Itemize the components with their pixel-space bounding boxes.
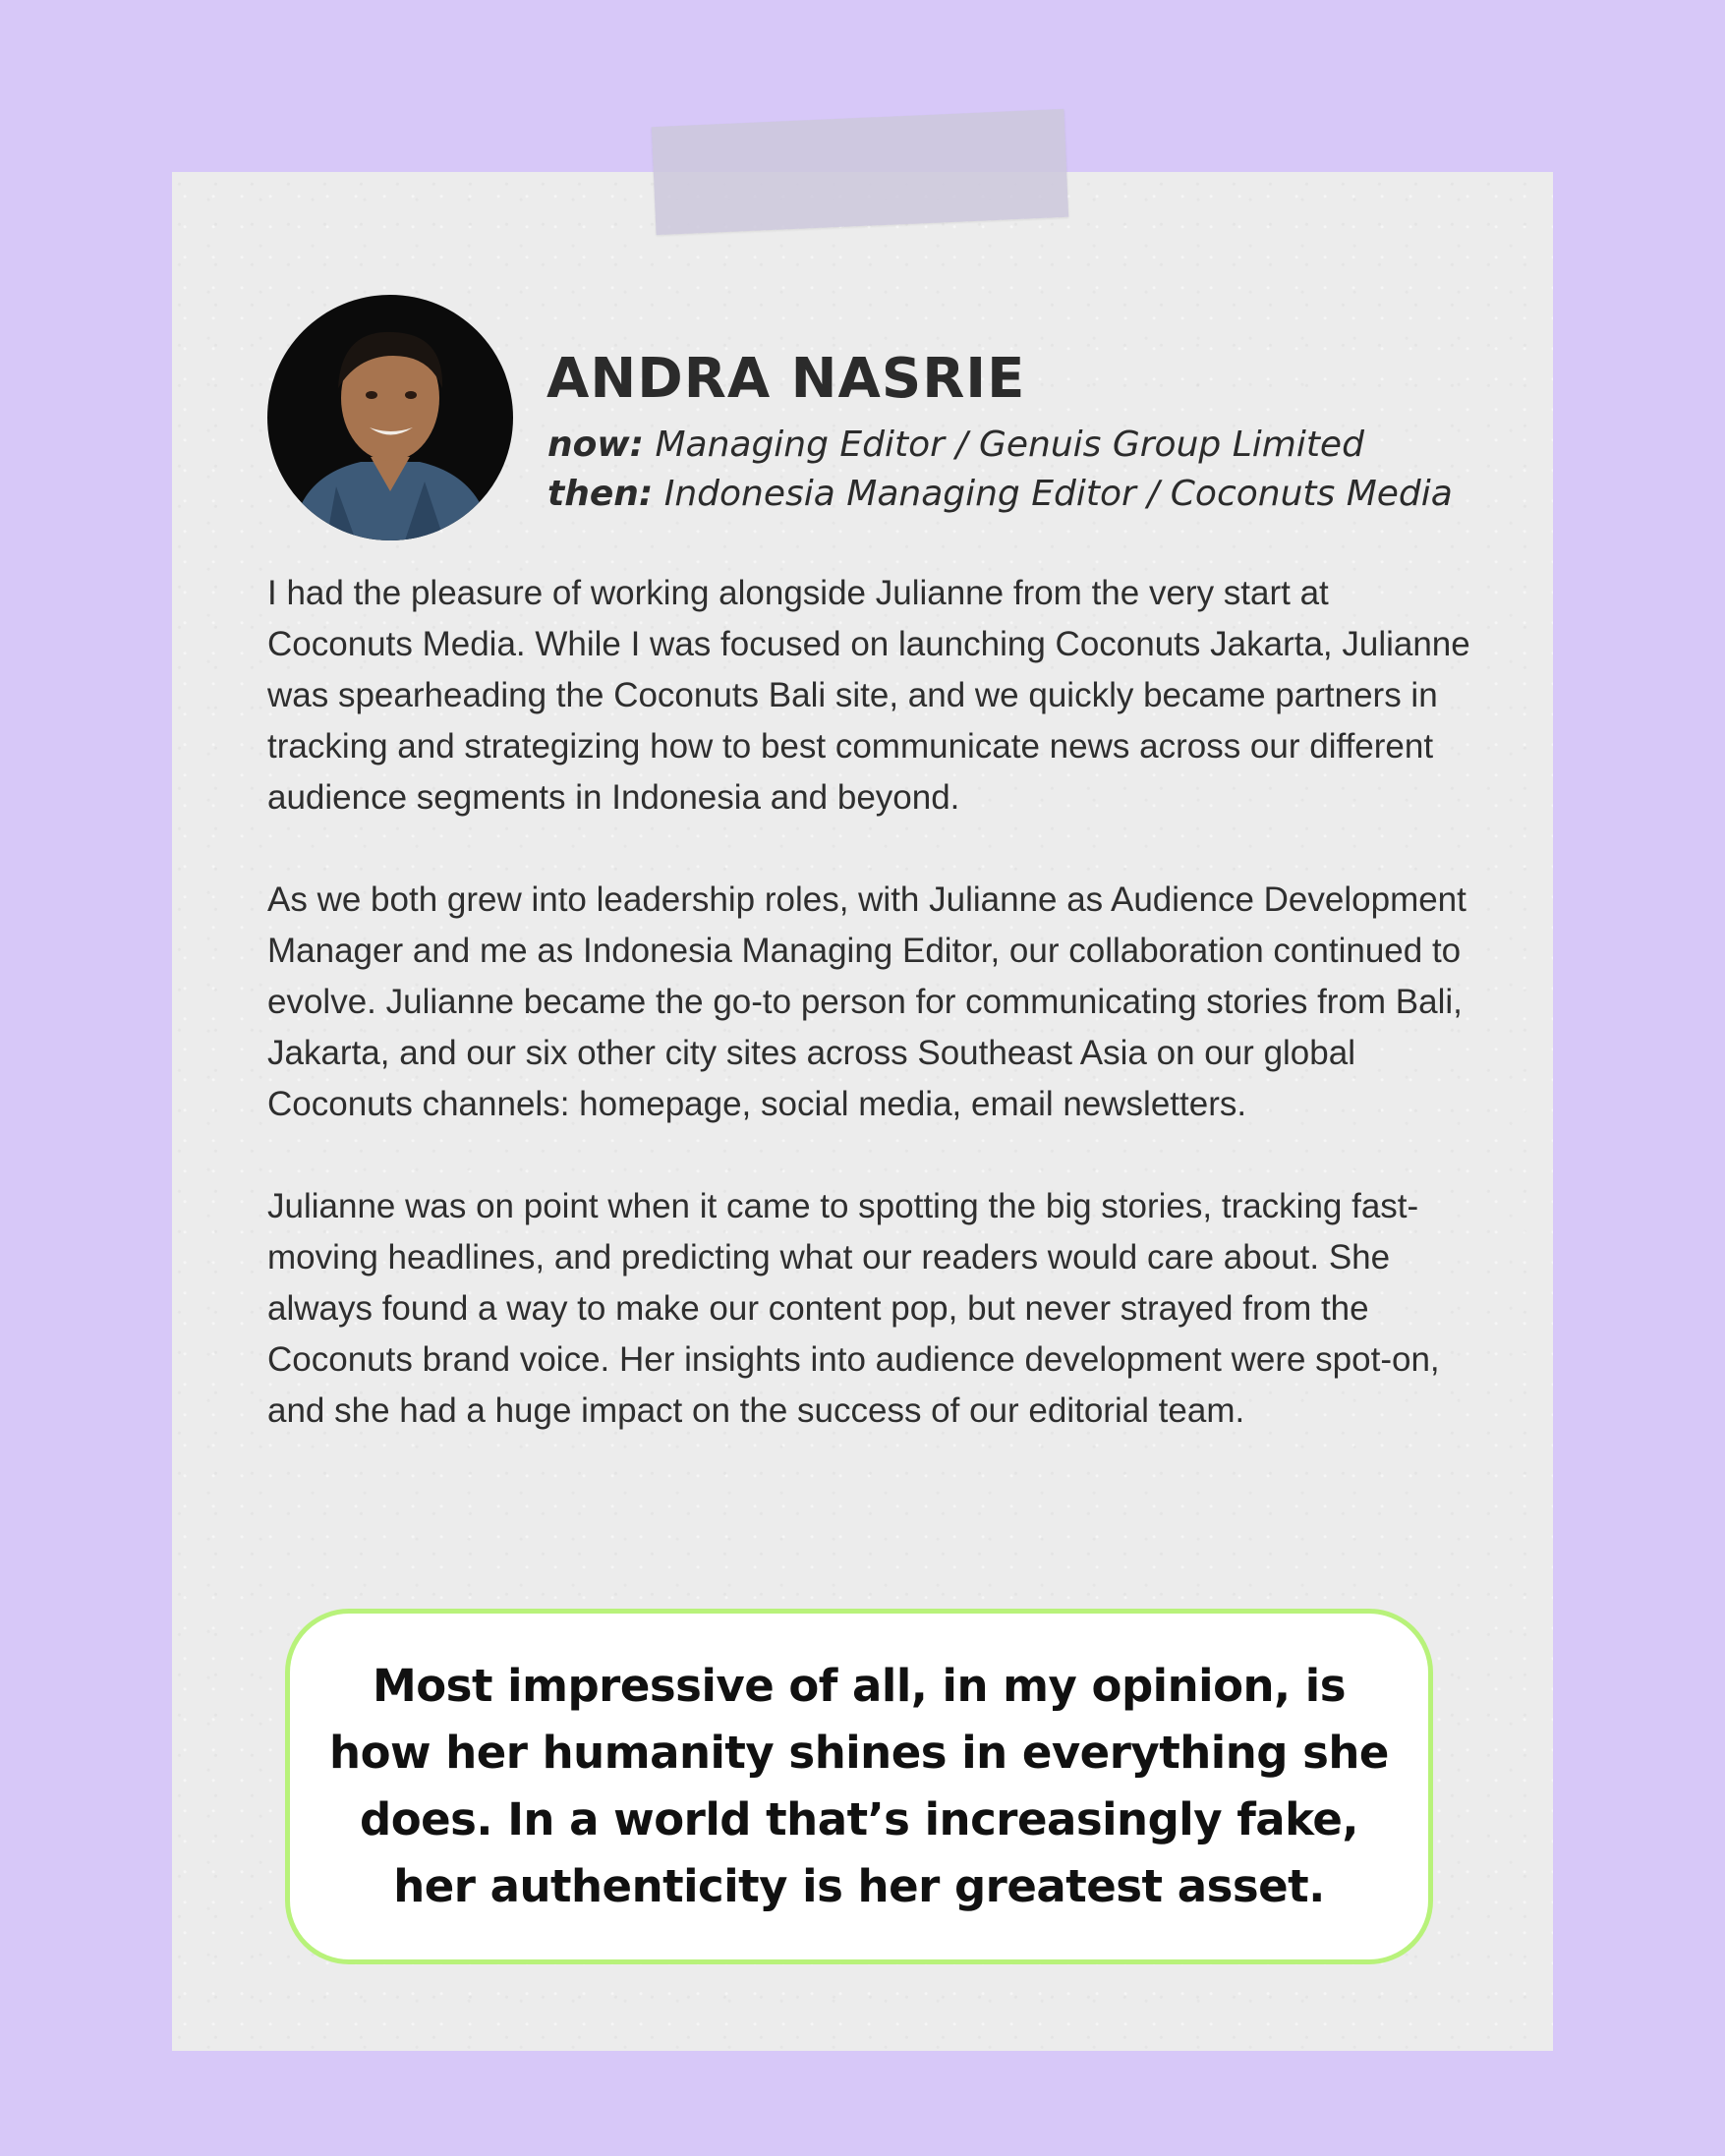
- pull-quote: Most impressive of all, in my opinion, is how her humanity shines in everything she does. In a world that’s increasingly fake, her authenticity is her greatest asset.: [329, 1660, 1389, 1912]
- current-role: [547, 421, 1364, 470]
- now-label: now:: [547, 425, 645, 465]
- pull-quote-box: [285, 1609, 1433, 1964]
- paragraph-1: I had the pleasure of working alongside Julianne from the very start at Coconuts Media. While I was focused on launching Coconuts Jakarta, Julianne was spearheading the Coconuts Bali site, and we quickly became partners in tracking and strategizing how to best communicate news across our different audience segments in Indonesia and beyond.: [267, 574, 1470, 817]
- then-label: then:: [547, 474, 654, 514]
- paragraph-2: As we both grew into leadership roles, with Julianne as Audience Development Manager and me as Indonesia Managing Editor, our collaboration continued to evolve. Julianne became the go-to person for communicating stories from Bali, Jakarta, and our six other city sites across Southeast Asia on our global Coconuts channels: homepage, social media, email newsletters.: [267, 880, 1466, 1123]
- paragraph-3: Julianne was on point when it came to spotting the big stories, tracking fast-moving headlines, and predicting what our readers would care about. She always found a way to make our content pop, but never strayed from the Coconuts brand voice. Her insights into audience development were spot-on, and she had a huge impact on the success of our editorial team.: [267, 1187, 1440, 1430]
- testimonial-body: [267, 568, 1471, 1488]
- avatar: [267, 295, 513, 540]
- now-value: Managing Editor / Genuis Group Limited: [644, 425, 1364, 465]
- tape-strip: [652, 109, 1068, 235]
- person-name: ANDRA NASRIE: [546, 347, 1026, 411]
- previous-role: [547, 470, 1453, 519]
- then-value: Indonesia Managing Editor / Coconuts Media: [653, 474, 1453, 514]
